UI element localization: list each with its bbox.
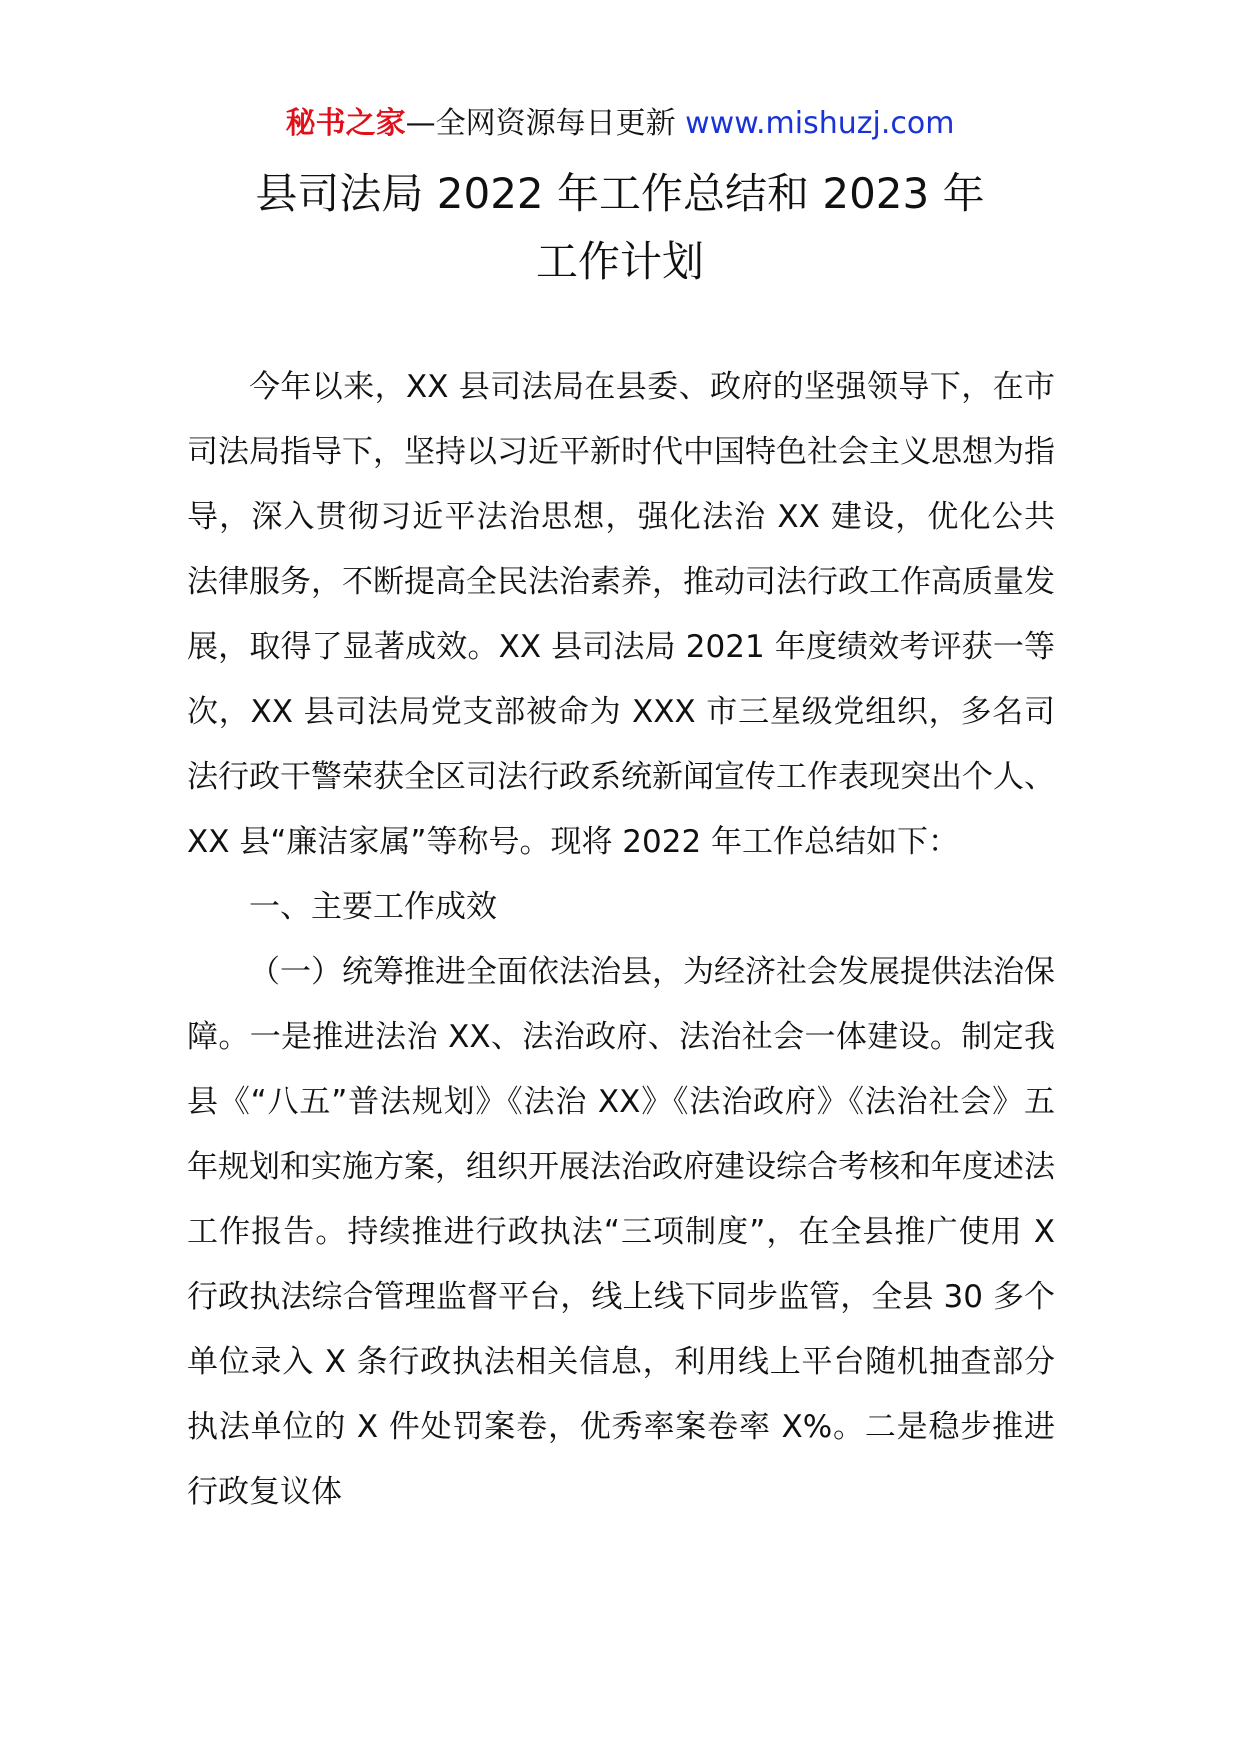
document-body xyxy=(187,355,1055,1525)
intro-paragraph: 今年以来，XX 县司法局在县委、政府的坚强领导下，在市司法局指导下，坚持以习近平新时代中国特色社会主义思想为指导，深入贯彻习近平法治思想，强化法治 XX 建设，优化公共法律服务，不断提高全民法治素养，推动司法行政工作高质量发展，取得了显著成效。XX 县司法局 2021 年度绩效考评获一等次，XX 县司法局党支部被命为 XXX 市三星级党组织，多名司法行政干警荣获全区司法行政系统新闻宣传工作表现突出个人、XX 县“廉洁家属”等称号。现将 2022 年工作总结如下： xyxy=(187,369,1055,860)
brand-name: 秘书之家 xyxy=(285,106,406,141)
section-heading: 一、主要工作成效 xyxy=(249,889,497,925)
site-url-link[interactable]: www.mishuzj.com xyxy=(685,106,955,141)
banner-slogan: —全网资源每日更新 xyxy=(405,106,676,141)
subsection-paragraph: （一）统筹推进全面依法治县，为经济社会发展提供法治保障。一是推进法治 XX、法治政府、法治社会一体建设。制定我县《“八五”普法规划》《法治 XX》《法治政府》《法治社会》五年规划和实施方案，组织开展法治政府建设综合考核和年度述法工作报告。持续推进行政执法“三项制度”，在全县推广使用 X 行政执法综合管理监督平台，线上线下同步监管，全县 30 多个单位录入 X 条行政执法相关信息，利用线上平台随机抽查部分执法单位的 X 件处罚案卷，优秀率案卷率 X%。二是稳步推进行政复议体 xyxy=(187,954,1055,1510)
site-banner xyxy=(0,98,1240,150)
title-line-1: 县司法局 2022 年工作总结和 2023 年 xyxy=(255,169,985,218)
title-line-2: 工作计划 xyxy=(535,237,704,286)
document-title xyxy=(0,160,1240,296)
